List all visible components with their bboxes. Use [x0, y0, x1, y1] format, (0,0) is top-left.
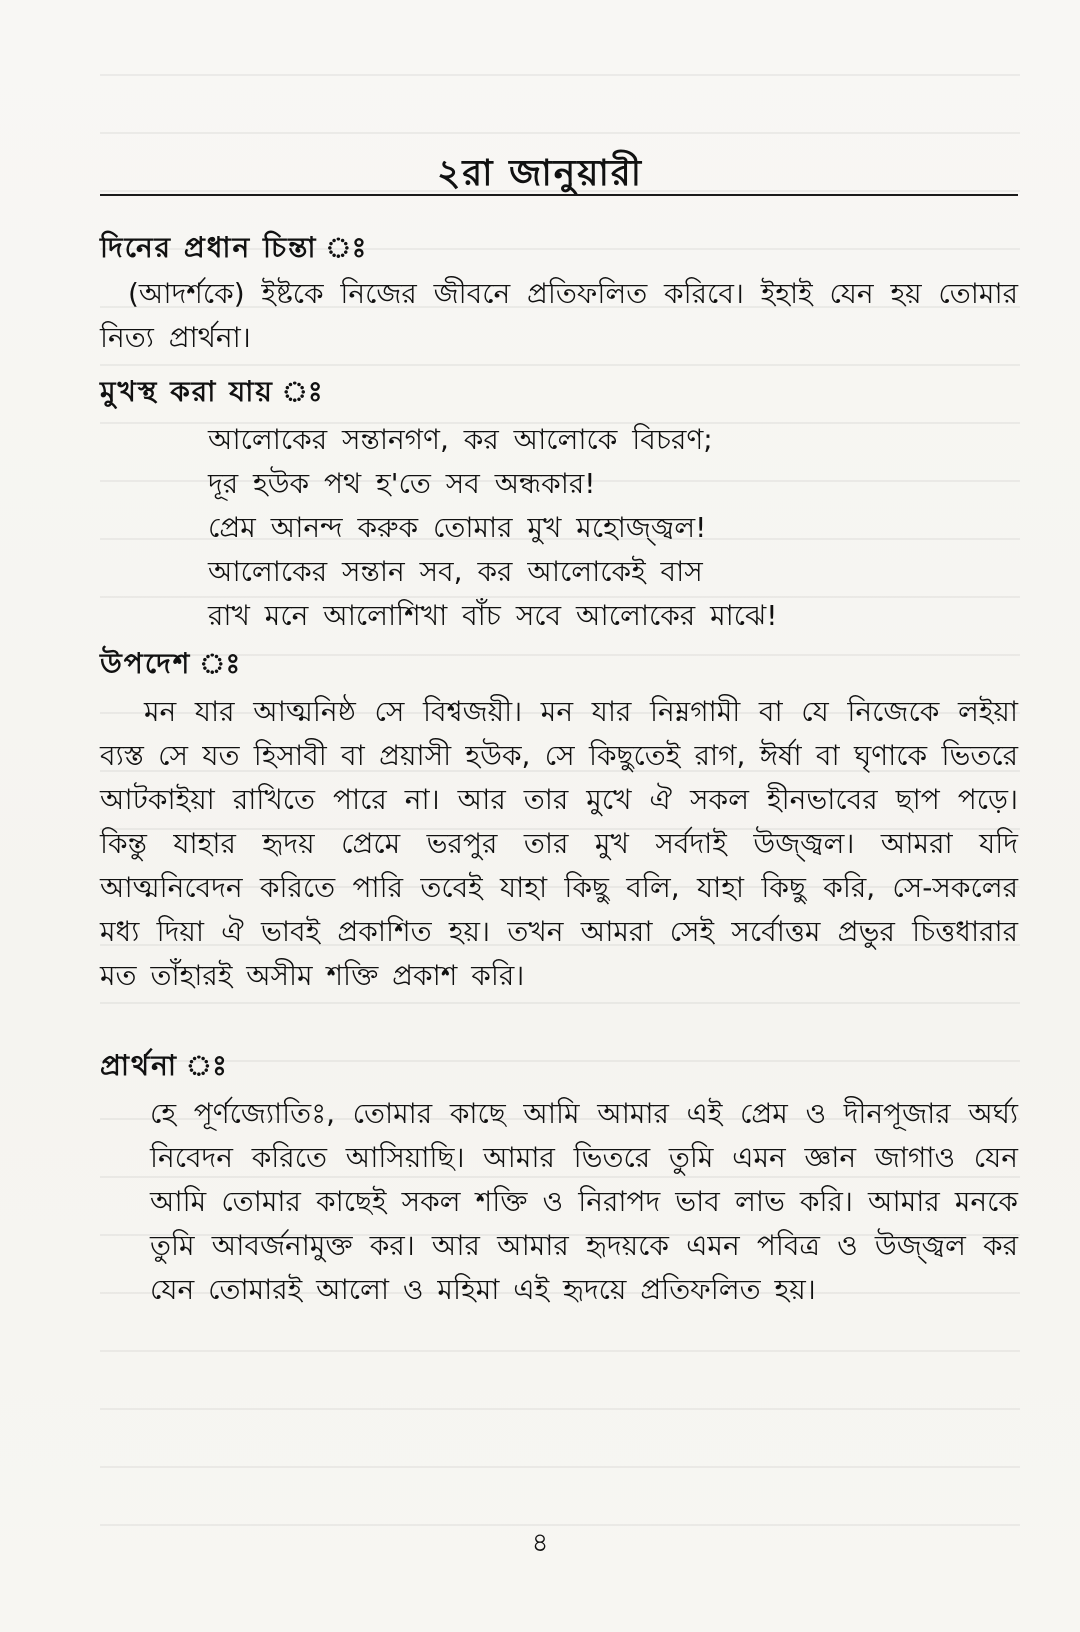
- poem-block: [208, 418, 948, 638]
- page-title: ২রা জানুয়ারী: [436, 153, 644, 194]
- page-number: ৪: [531, 1528, 549, 1558]
- poem-line: আলোকের সন্তানগণ, কর আলোকে বিচরণ;: [208, 423, 713, 456]
- poem-line: আলোকের সন্তান সব, কর আলোকেই বাস: [208, 555, 703, 588]
- poem-line: রাখ মনে আলোশিখা বাঁচ সবে আলোকের মাঝে!: [208, 599, 778, 632]
- prayer-heading: প্রার্থনা ঃ: [100, 1049, 229, 1082]
- poem-line: দূর হউক পথ হ'তে সব অন্ধকার!: [208, 467, 596, 500]
- advice-heading: উপদেশ ঃ: [100, 647, 243, 680]
- prayer-text: হে পূর্ণজ্যোতিঃ, তোমার কাছে আমি আমার এই প্রেম ও দীনপূজার অর্ঘ্য নিবেদন করিতে আসিয়াছি। আমার ভিতরে তুমি এমন জ্ঞান জাগাও যেন আমি তোমার কাছেই সকল শক্তি ও নিরাপদ ভাব লাভ করি। আমার মনকে তুমি আবর্জনামুক্ত কর। আর আমার হৃদয়কে এমন পবিত্র ও উজ্জ্বল কর যেন তোমারই আলো ও মহিমা এই হৃদয়ে প্রতিফলিত হয়।: [150, 1097, 1018, 1306]
- advice-text: মন যার আত্মনিষ্ঠ সে বিশ্বজয়ী। মন যার নিম্নগামী বা যে নিজেকে লইয়া ব্যস্ত সে যত হিসাবী বা প্রয়াসী হউক, সে কিছুতেই রাগ, ঈর্ষা বা ঘৃণাকে ভিতরে আটকাইয়া রাখিতে পারে না। আর তার মুখে ঐ সকল হীনভাবের ছাপ পড়ে। কিন্তু যাহার হৃদয় প্রেমে ভরপুর তার মুখ সর্বদাই উজ্জ্বল। আমরা যদি আত্মনিবেদন করিতে পারি তবেই যাহা কিছু বলি, যাহা কিছু করি, সে-সকলের মধ্য দিয়া ঐ ভাবই প্রকাশিত হয়। তখন আমরা সেই সর্বোত্তম প্রভুর চিত্তধারার মত তাঁহারই অসীম শক্তি প্রকাশ করি।: [100, 695, 1018, 992]
- thought-heading: দিনের প্রধান চিন্তা ঃ: [100, 231, 369, 264]
- thought-text: (আদর্শকে) ইষ্টকে নিজের জীবনে প্রতিফলিত করিবে। ইহাই যেন হয় তোমার নিত্য প্রার্থনা।: [100, 277, 1018, 354]
- title-underline: [100, 194, 1018, 196]
- poem-line: প্রেম আনন্দ করুক তোমার মুখ মহোজ্জ্বল!: [208, 511, 707, 544]
- memorize-heading: মুখস্থ করা যায় ঃ: [100, 375, 325, 408]
